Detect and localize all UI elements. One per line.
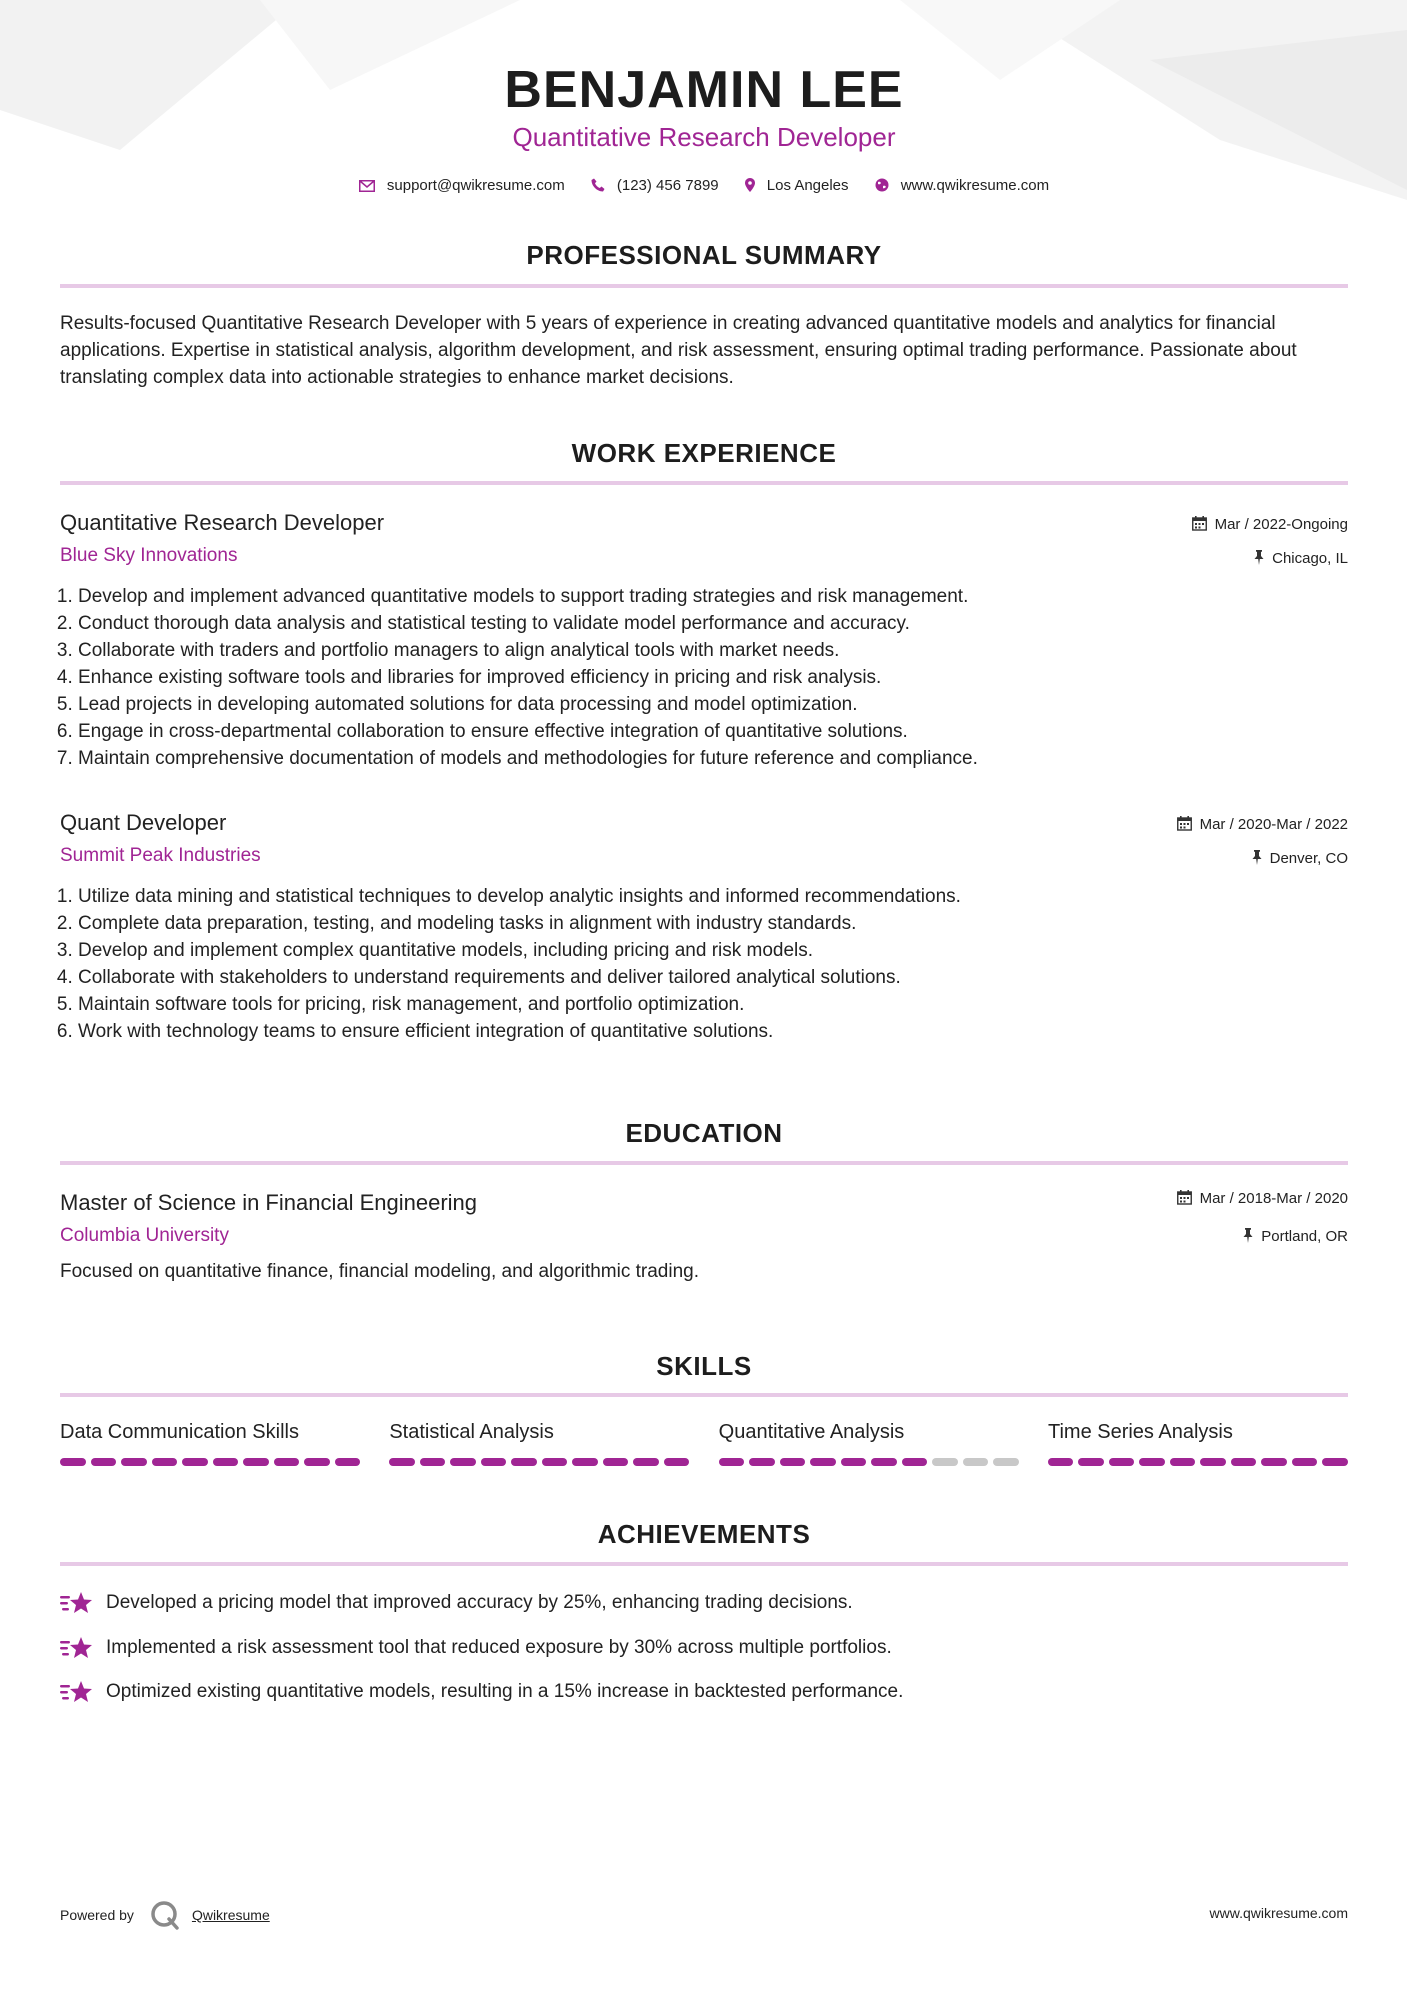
job-bullet: 7. Maintain comprehensive documentation of models and methodologies for future reference and compliance. [78,745,1348,772]
skill-segment-filled [633,1458,659,1466]
job-bullet: 3. Develop and implement complex quantitative models, including pricing and risk models. [78,937,1348,964]
skill-segment-filled [1170,1458,1196,1466]
skill-segment-filled [664,1458,690,1466]
achievement-item [60,1679,1348,1705]
qwikresume-logo-icon [150,1900,180,1930]
skill-name: Statistical Analysis [389,1421,554,1443]
job-bullet: 3. Collaborate with traders and portfolio managers to align analytical tools with market needs. [78,637,1348,664]
job-title: Quant Developer [60,810,227,835]
skill-segment-filled [213,1458,239,1466]
skill-name: Quantitative Analysis [718,1421,905,1443]
contact-website[interactable] [875,174,1049,198]
job-bullet: 5. Lead projects in developing automated solutions for data processing and model optimization. [78,691,1348,718]
skill-segment-filled [182,1458,208,1466]
footer-website[interactable]: www.qwikresume.com [1209,1905,1348,1921]
education-date-row [1177,1189,1348,1209]
education-description: Focused on quantitative finance, financial modeling, and algorithmic trading. [60,1261,699,1282]
skill-segment-filled [1261,1458,1287,1466]
achievement-item [60,1635,1348,1661]
job-date-row [1177,815,1348,835]
pushpin-icon [1252,850,1262,865]
skills-grid [60,1418,1348,1466]
pushpin-icon [1243,1228,1253,1243]
job-entry-1 [60,508,1348,772]
skill-segment-filled [121,1458,147,1466]
phone-icon [591,178,605,192]
job-title: Quantitative Research Developer [60,510,385,535]
achievement-item [60,1590,1348,1616]
skill-segment-filled [60,1458,86,1466]
contact-phone[interactable] [591,174,719,198]
skill-item [719,1418,1019,1466]
education-entry [60,1188,1348,1285]
candidate-role: Quantitative Research Developer [512,122,896,152]
job-bullet: 4. Enhance existing software tools and libraries for improved efficiency in pricing and risk analysis. [78,664,1348,691]
skill-segment-filled [1322,1458,1348,1466]
calendar-icon [1177,816,1192,831]
location-text: Los Angeles [766,177,849,194]
skill-segment-filled [749,1458,775,1466]
skill-segment-filled [1109,1458,1135,1466]
skill-name: Data Communication Skills [60,1421,299,1443]
skill-level-bar [1048,1458,1348,1466]
contact-row [60,174,1348,198]
skill-segment-filled [542,1458,568,1466]
education-meta [1177,1188,1348,1247]
job-entry-2 [60,808,1348,1045]
section-title-education: EDUCATION [625,1118,783,1148]
job-bullet: 5. Maintain software tools for pricing, risk management, and portfolio optimization. [78,991,1348,1018]
skill-level-bar [389,1458,689,1466]
skill-segment-filled [420,1458,446,1466]
skill-item [1048,1418,1348,1466]
skill-segment-filled [719,1458,745,1466]
job-date-row [1192,515,1348,535]
contact-email[interactable] [359,174,565,198]
job-location-row [1192,549,1348,569]
skill-segment-filled [1048,1458,1074,1466]
section-title-skills: SKILLS [656,1351,752,1381]
summary-text: Results-focused Quantitative Research Developer with 5 years of experience in creating advanced quantitative models and analytics for financial applications. Expertise in statistical analysis, algorithm development, and risk assessment, ensuring optimal trading performance. Passionate about translating complex data into actionable strategies to enhance market decisions. [60,313,1297,388]
skill-segment-filled [274,1458,300,1466]
skill-level-bar [60,1458,360,1466]
job-bullet: 4. Collaborate with stakeholders to understand requirements and deliver tailored analytical solutions. [78,964,1348,991]
job-bullet-list [60,883,1348,1045]
candidate-name: BENJAMIN LEE [504,61,904,119]
skill-name: Time Series Analysis [1047,1421,1233,1443]
job-company: Blue Sky Innovations [60,545,238,566]
skill-segment-filled [1139,1458,1165,1466]
achievement-text: Implemented a risk assessment tool that reduced exposure by 30% across multiple portfolios. [106,1637,892,1658]
skill-segment-filled [91,1458,117,1466]
skill-segment-filled [902,1458,928,1466]
skill-segment-filled [389,1458,415,1466]
job-bullet: 2. Complete data preparation, testing, and modeling tasks in alignment with industry standards. [78,910,1348,937]
job-location-row [1177,849,1348,869]
section-divider [60,1161,1348,1165]
job-bullet: 1. Utilize data mining and statistical techniques to develop analytic insights and informed recommendations. [78,883,1348,910]
brand-link[interactable]: Qwikresume [191,1907,270,1923]
achievement-text: Developed a pricing model that improved accuracy by 25%, enhancing trading decisions. [106,1592,853,1613]
skill-segment-filled [603,1458,629,1466]
skill-segment-empty [932,1458,958,1466]
skill-segment-filled [1292,1458,1318,1466]
powered-by-label: Powered by [60,1907,134,1923]
job-company: Summit Peak Industries [60,845,261,866]
phone-text: (123) 456 7899 [616,177,719,194]
skill-segment-filled [511,1458,537,1466]
skill-segment-filled [780,1458,806,1466]
job-location: Chicago, IL [1272,550,1348,567]
skill-segment-filled [1231,1458,1257,1466]
shooting-star-icon [60,1590,94,1616]
education-date: Mar / 2018-Mar / 2020 [1199,1190,1348,1207]
skill-segment-filled [572,1458,598,1466]
skill-item [60,1418,360,1466]
skill-segment-filled [810,1458,836,1466]
map-marker-icon [745,178,755,192]
section-divider [60,284,1348,288]
footer-powered-by [60,1900,270,1930]
job-bullet: 6. Work with technology teams to ensure efficient integration of quantitative solutions. [78,1018,1348,1045]
pushpin-icon [1254,550,1264,565]
education-location-row [1177,1227,1348,1247]
job-meta [1177,808,1348,869]
calendar-icon [1192,516,1207,531]
section-title-experience: WORK EXPERIENCE [571,438,837,468]
job-meta [1192,508,1348,569]
shooting-star-icon [60,1679,94,1705]
skill-segment-filled [1078,1458,1104,1466]
job-bullet: 6. Engage in cross-departmental collaboration to ensure effective integration of quantitative solutions. [78,718,1348,745]
contact-location [745,174,849,198]
skill-item [389,1418,689,1466]
calendar-icon [1177,1190,1192,1205]
school-name: Columbia University [60,1225,229,1246]
job-location: Denver, CO [1269,850,1348,867]
education-location: Portland, OR [1261,1228,1348,1245]
skill-segment-empty [963,1458,989,1466]
website-text: www.qwikresume.com [900,177,1050,194]
skill-segment-filled [152,1458,178,1466]
job-bullet: 1. Develop and implement advanced quantitative models to support trading strategies and risk management. [78,583,1348,610]
section-divider [60,481,1348,485]
skill-segment-filled [841,1458,867,1466]
job-bullet: 2. Conduct thorough data analysis and statistical testing to validate model performance and accuracy. [78,610,1348,637]
section-divider [60,1562,1348,1566]
skill-level-bar [719,1458,1019,1466]
skill-segment-filled [450,1458,476,1466]
skill-segment-filled [243,1458,269,1466]
shooting-star-icon [60,1635,94,1661]
job-date: Mar / 2022-Ongoing [1214,516,1348,533]
section-title-achievements: ACHIEVEMENTS [597,1519,811,1549]
skill-segment-filled [481,1458,507,1466]
degree-title: Master of Science in Financial Engineering [60,1190,478,1215]
skill-segment-filled [335,1458,361,1466]
job-date: Mar / 2020-Mar / 2022 [1199,816,1348,833]
email-text: support@qwikresume.com [386,177,565,194]
skill-segment-filled [871,1458,897,1466]
section-divider [60,1393,1348,1397]
skill-segment-empty [993,1458,1019,1466]
envelope-icon [359,180,375,192]
job-bullet-list [60,583,1348,772]
skill-segment-filled [304,1458,330,1466]
section-title-summary: PROFESSIONAL SUMMARY [526,240,882,270]
achievement-text: Optimized existing quantitative models, resulting in a 15% increase in backtested performance. [106,1681,904,1702]
skill-segment-filled [1200,1458,1226,1466]
globe-icon [875,178,889,192]
